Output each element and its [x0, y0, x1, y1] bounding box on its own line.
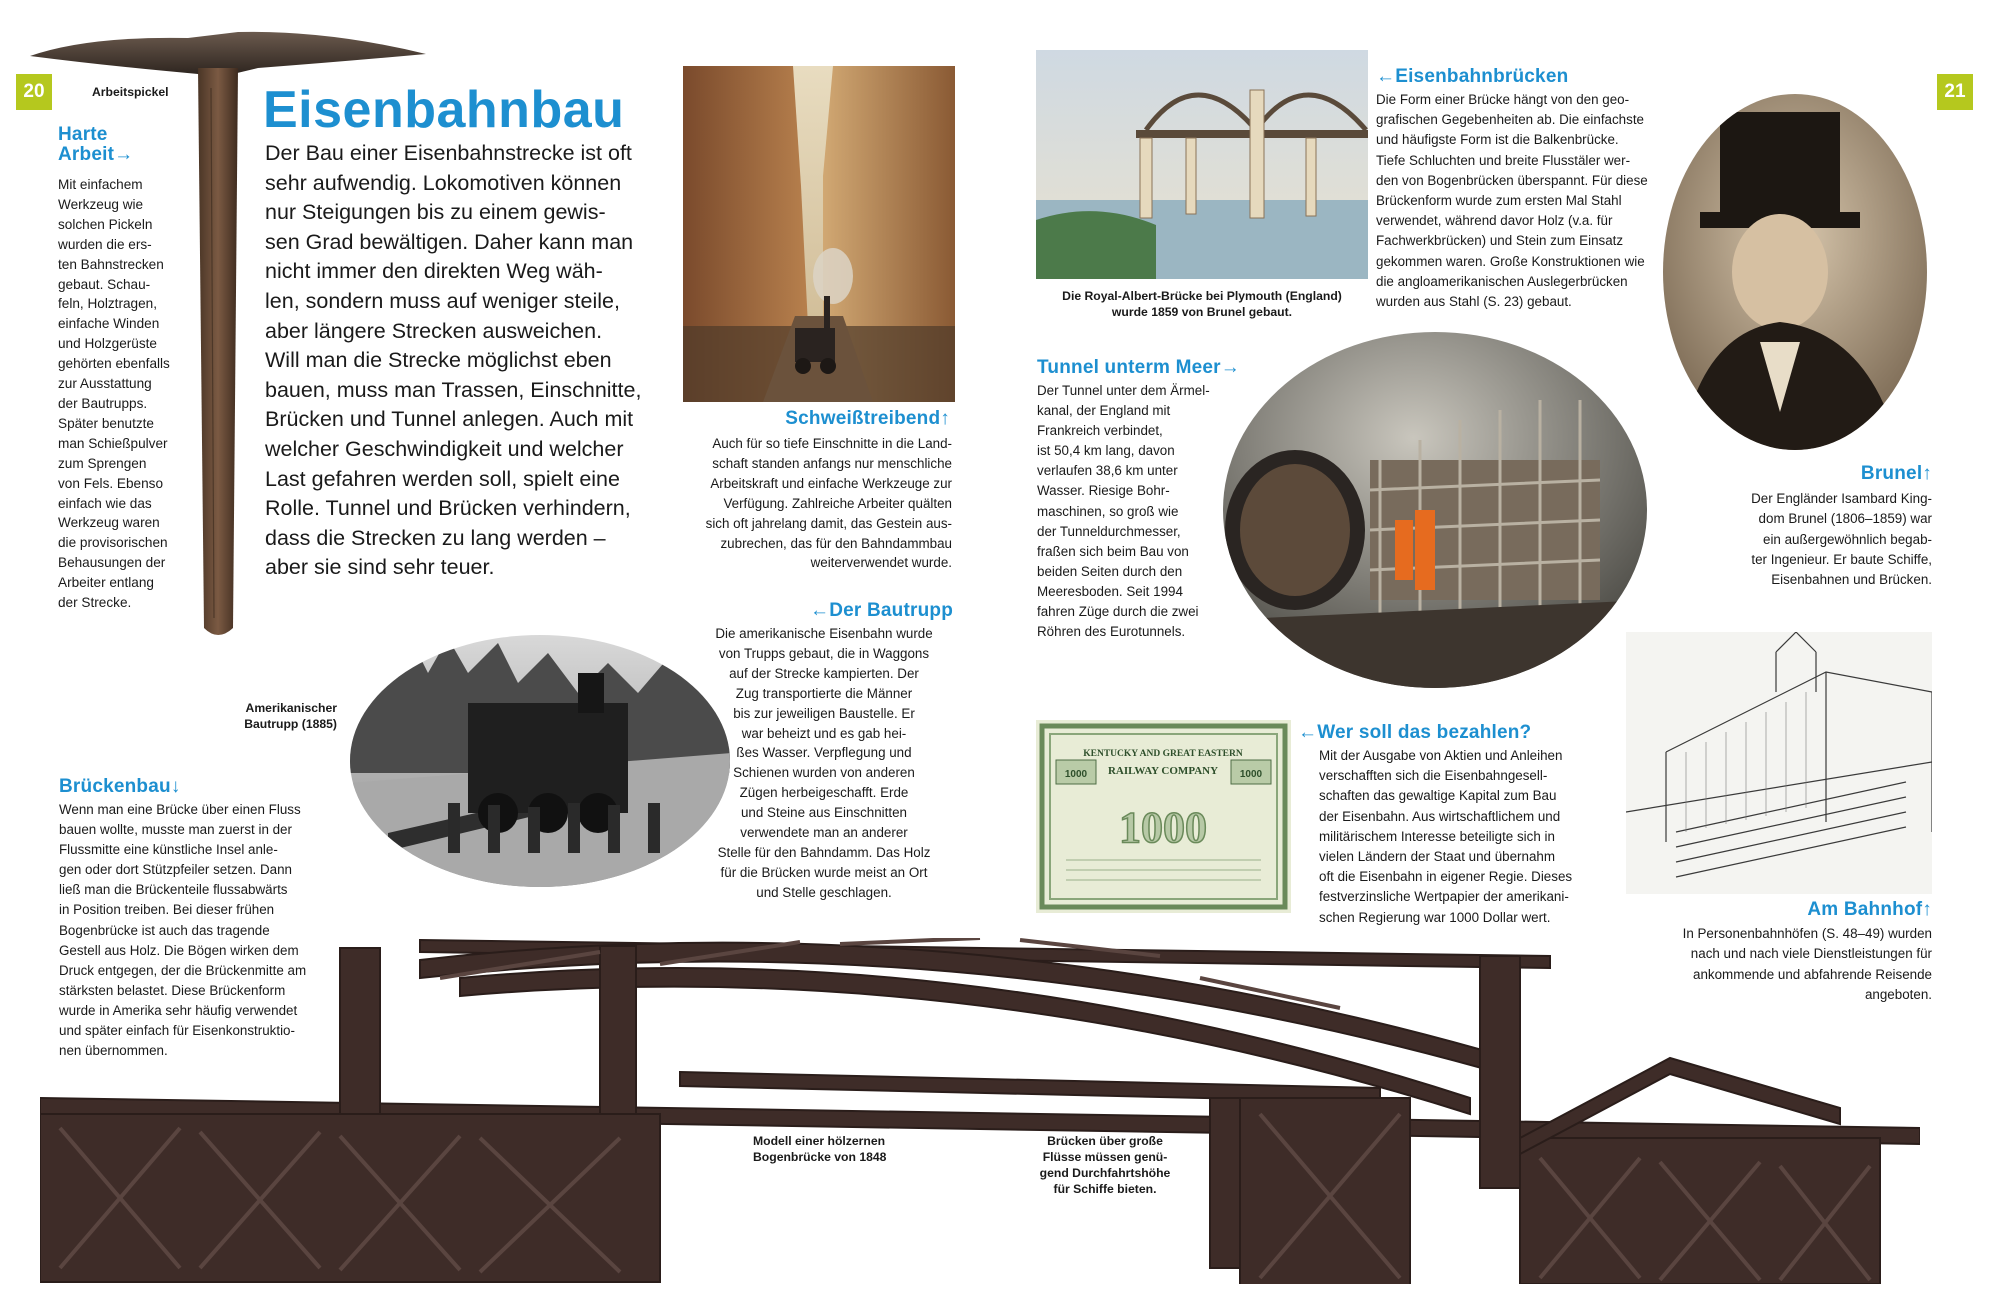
bond-company-text: RAILWAY COMPANY	[1107, 765, 1219, 777]
page-number-left: 20	[16, 74, 52, 110]
text-line: Flüsse müssen genü-	[1042, 1150, 1168, 1164]
harte-arbeit-heading-line1: Harte	[58, 124, 108, 145]
bahnhof-text	[1620, 924, 1932, 1005]
text-line: Brücken über große	[1047, 1134, 1163, 1148]
text-line: Bogenbrücke ist auch das tragende	[59, 922, 270, 938]
text-line: Behausungen der	[58, 555, 166, 571]
text-line: Tiefe Schluchten und breite Flusstäler wer-	[1376, 152, 1631, 168]
text-line: weiterverwendet wurde.	[810, 555, 952, 571]
text-line: auf der Strecke kampierten. Der	[729, 665, 919, 681]
text-line: die provisorischen	[58, 535, 168, 551]
text-line: Die Royal-Albert-Brücke bei Plymouth (England)	[1062, 289, 1342, 303]
text-line: kanal, der England mit	[1037, 403, 1171, 419]
text-line: schaften das gewaltige Kapital zum Bau	[1319, 788, 1557, 804]
text-line: Der Engländer Isambard King-	[1751, 491, 1932, 506]
tunnel-text	[1037, 381, 1210, 642]
bond-amount-left: 1000	[1064, 769, 1088, 780]
text-line: und später einfach für Eisenkonstruktio-	[59, 1023, 295, 1039]
text-line: aber längere Strecken ausweichen.	[265, 318, 603, 343]
text-line: sehr aufwendig. Lokomotiven können	[265, 170, 622, 195]
text-line: in Position treiben. Bei dieser frühen	[59, 902, 275, 918]
arrow-up-icon: ↑	[1922, 899, 1932, 920]
station-engraving-image	[1626, 632, 1932, 894]
text-line: der Tunneldurchmesser,	[1037, 523, 1181, 539]
schweisstreibend-heading	[760, 408, 950, 430]
intro-text	[265, 139, 641, 583]
text-line: verschafften sich die Eisenbahngesell-	[1319, 768, 1548, 784]
text-line: aber sie sind sehr teuer.	[265, 555, 495, 580]
pickaxe-caption: Arbeitspickel	[92, 85, 169, 99]
text-line: ten Bahnstrecken	[58, 256, 164, 272]
text-line: und häufigste Form ist die Balkenbrücke.	[1376, 132, 1619, 148]
text-line: Brücken und Tunnel anlegen. Auch mit	[265, 407, 634, 432]
text-line: man Schießpulver	[58, 435, 168, 451]
text-line: Frankreich verbindet,	[1037, 423, 1163, 439]
brueckenbau-heading	[59, 776, 181, 798]
brunel-text	[1700, 489, 1932, 590]
text-line: wurden die ers-	[58, 236, 152, 252]
text-line: Arbeiter entlang	[58, 575, 154, 591]
text-line: Arbeitskraft und einfache Werkzeuge zur	[710, 475, 952, 491]
eisenbahnbruecken-heading	[1376, 66, 1568, 88]
text-line: maschinen, so groß wie	[1037, 503, 1179, 519]
bautrupp-photo-caption	[200, 700, 337, 732]
text-line: Der Bau einer Eisenbahnstrecke ist oft	[265, 141, 632, 165]
text-line: einfach wie das	[58, 495, 152, 511]
bahnhof-heading-text: Am Bahnhof	[1807, 899, 1923, 920]
text-line: bauen, muss man Trassen, Einschnitte,	[265, 377, 642, 402]
text-line: Fachwerkbrücken) und Stein zum Einsatz	[1376, 233, 1624, 249]
brueckenbau-heading-text: Brückenbau	[59, 776, 171, 797]
text-line: verwendete man an anderer	[740, 825, 908, 841]
arrow-down-icon: ↓	[170, 776, 181, 797]
page-title: Eisenbahnbau	[263, 81, 625, 139]
text-line: oft die Eisenbahn in eigener Regie. Dieses	[1319, 869, 1573, 885]
text-line: gend Durchfahrtshöhe	[1039, 1166, 1171, 1180]
text-line: verwendet, während davor Holz (v.a. für	[1376, 213, 1613, 229]
text-line: nen übernommen.	[59, 1043, 168, 1059]
text-line: grafischen Gegebenheiten ab. Die einfachste	[1376, 112, 1644, 128]
text-line: sich oft jahrelang damit, das Gestein aus-	[705, 515, 952, 531]
text-line: ist 50,4 km lang, davon	[1037, 443, 1175, 459]
text-line: ankommende und abfahrende Reisende	[1693, 966, 1932, 982]
text-line: Die amerikanische Eisenbahn wurde	[715, 626, 933, 641]
text-line: Auch für so tiefe Einschnitte in die Land-	[712, 436, 952, 451]
bond-amount-large: 1000	[1119, 803, 1207, 852]
eisenbahnbruecken-text	[1376, 90, 1648, 312]
arrow-left-icon: ←	[1376, 66, 1396, 87]
harte-arbeit-heading-line2: Arbeit	[58, 144, 115, 165]
text-line: Wenn man eine Brücke über einen Fluss	[59, 802, 301, 817]
arrow-right-icon: →	[114, 144, 134, 165]
text-line: Last gefahren werden soll, spielt eine	[265, 466, 620, 491]
text-line: gebaut. Schau-	[58, 276, 151, 292]
brunel-heading	[1780, 463, 1932, 485]
text-line: fraßen sich beim Bau von	[1037, 543, 1189, 559]
schweisstreibend-text	[650, 434, 952, 573]
brunel-portrait-image	[1660, 92, 1930, 452]
bond-title-text: KENTUCKY AND GREAT EASTERN	[1083, 749, 1243, 759]
text-line: fahren Züge durch die zwei	[1037, 604, 1199, 620]
text-line: Eisenbahnen und Brücken.	[1771, 572, 1932, 588]
text-line: Werkzeug waren	[58, 515, 160, 531]
text-line: wurde 1859 von Brunel gebaut.	[1111, 305, 1293, 319]
text-line: bauen wollte, musste man zuerst in der	[59, 822, 292, 838]
text-line: einfache Winden	[58, 316, 160, 332]
text-line: Bautrupp (1885)	[244, 717, 337, 731]
tunnel-heading-text: Tunnel unterm Meer	[1037, 357, 1221, 378]
text-line: welcher Geschwindigkeit und welcher	[265, 436, 624, 461]
arrow-right-icon: →	[1220, 357, 1240, 378]
text-line: verlaufen 38,6 km unter	[1037, 463, 1178, 479]
arrow-left-icon: ←	[1298, 722, 1318, 743]
text-line: Will man die Strecke möglichst eben	[265, 348, 612, 373]
text-line: sen Grad bewältigen. Daher kann man	[265, 229, 634, 254]
text-line: angeboten.	[1864, 986, 1932, 1002]
text-line: festverzinsliche Wertpapier der amerikani-	[1319, 889, 1569, 905]
text-line: Druck entgegen, der die Brückenmitte am	[59, 962, 307, 978]
text-line: schaft standen anfangs nur menschliche	[712, 455, 952, 471]
text-line: Modell einer hölzernen	[753, 1134, 886, 1148]
text-line: war beheizt und es gab hei-	[741, 725, 907, 741]
arrow-up-icon: ↑	[940, 408, 950, 429]
bautrupp-text	[696, 624, 952, 903]
bautrupp-heading-text: Der Bautrupp	[829, 600, 953, 621]
text-line: Zügen herbeigeschafft. Erde	[739, 785, 909, 801]
text-line: Röhren des Eurotunnels.	[1037, 624, 1186, 640]
text-line: Meeresboden. Seit 1994	[1037, 583, 1183, 599]
text-line: von Trupps gebaut, die in Waggons	[718, 645, 930, 661]
text-line: der Strecke.	[58, 595, 132, 611]
royal-albert-caption	[1036, 288, 1368, 320]
text-line: Die Form einer Brücke hängt von den geo-	[1376, 92, 1630, 107]
text-line: schen Regierung war 1000 Dollar wert.	[1319, 909, 1551, 925]
text-line: vielen Ländern der Staat und übernahm	[1319, 849, 1555, 865]
text-line: gehörten ebenfalls	[58, 356, 170, 372]
bezahlen-heading-text: Wer soll das bezahlen?	[1317, 722, 1532, 743]
text-line: In Personenbahnhöfen (S. 48–49) wurden	[1682, 926, 1932, 941]
text-line: feln, Holztragen,	[58, 296, 157, 312]
text-line: Wasser. Riesige Bohr-	[1037, 483, 1170, 499]
bond-amount-right: 1000	[1239, 769, 1263, 780]
text-line: gen oder dort Stützpfeiler setzen. Dann	[59, 862, 292, 878]
bezahlen-heading	[1298, 722, 1531, 744]
arrow-left-icon: ←	[810, 600, 830, 621]
brunel-heading-text: Brunel	[1860, 463, 1923, 484]
text-line: bis zur jeweiligen Baustelle. Er	[733, 705, 915, 721]
text-line: Gestell aus Holz. Die Bögen wirken dem	[59, 942, 299, 958]
harte-arbeit-heading	[58, 125, 133, 165]
text-line: Werkzeug wie	[58, 196, 144, 212]
royal-albert-bridge-image	[1036, 50, 1368, 279]
canyon-painting-image	[683, 66, 955, 402]
text-line: wurde in Amerika sehr häufig verwendet	[59, 1002, 298, 1018]
text-line: der Bautrupps.	[58, 395, 148, 411]
text-line: Später benutzte	[58, 415, 154, 431]
text-line: für die Brücken wurde meist an Ort	[720, 864, 928, 880]
text-line: zubrechen, das für den Bahndammbau	[720, 535, 952, 551]
eisenbahnbruecken-heading-text: Eisenbahnbrücken	[1395, 66, 1569, 87]
channel-tunnel-photo-image	[1220, 330, 1650, 690]
text-line: nach und nach viele Dienstleistungen für	[1690, 946, 1932, 962]
text-line: Stelle für den Bahndamm. Das Holz	[717, 844, 931, 860]
text-line: der Eisenbahn. Aus wirtschaftlichem und	[1319, 808, 1561, 824]
text-line: Flussmitte eine künstliche Insel anle-	[59, 842, 278, 858]
text-line: dom Brunel (1806–1859) war	[1758, 511, 1932, 527]
text-line: Bogenbrücke von 1848	[753, 1150, 887, 1164]
text-line: zum Sprengen	[58, 455, 147, 471]
text-line: Der Tunnel unter dem Ärmel-	[1037, 383, 1210, 398]
text-line: Zug transportierte die Männer	[735, 685, 913, 701]
tunnel-heading	[1037, 357, 1240, 379]
page-number-right: 21	[1937, 74, 1973, 110]
bridge-model-caption-left	[753, 1133, 886, 1165]
text-line: Mit der Ausgabe von Aktien und Anleihen	[1319, 748, 1563, 763]
text-line: solchen Pickeln	[58, 216, 153, 232]
text-line: beiden Seiten durch den	[1037, 563, 1183, 579]
text-line: ein außergewöhnlich begab-	[1763, 531, 1932, 547]
text-line: gekommen waren. Große Konstruktionen wie	[1376, 253, 1645, 269]
text-line: militärischem Interesse beteiligte sich in	[1319, 828, 1555, 844]
bautrupp-photo-image	[348, 633, 732, 889]
bezahlen-text	[1319, 746, 1572, 928]
schweisstreibend-heading-text: Schweißtreibend	[785, 408, 941, 429]
arrow-up-icon: ↑	[1922, 463, 1932, 484]
text-line: dass die Strecken zu lang werden –	[265, 525, 606, 550]
text-line: Mit einfachem	[58, 177, 143, 192]
text-line: ließ man die Brückenteile flussabwärts	[59, 882, 288, 898]
text-line: und Steine aus Einschnitten	[740, 805, 907, 821]
text-line: stärksten belastet. Diese Brückenform	[59, 982, 286, 998]
text-line: den von Bogenbrücken überspannt. Für diese	[1376, 172, 1648, 188]
text-line: nicht immer den direkten Weg wäh-	[265, 259, 603, 284]
text-line: Schienen wurden von anderen	[733, 765, 915, 781]
text-line: die angloamerikanischen Auslegerbrücken	[1376, 273, 1628, 289]
text-line: len, sondern muss auf weniger steile,	[265, 288, 620, 313]
text-line: Rolle. Tunnel und Brücken verhindern,	[265, 496, 631, 521]
text-line: ter Ingenieur. Er baute Schiffe,	[1751, 551, 1932, 567]
text-line: zur Ausstattung	[58, 376, 152, 392]
text-line: und Stelle geschlagen.	[756, 884, 892, 900]
text-line: Amerikanischer	[245, 701, 337, 715]
text-line: und Holzgerüste	[58, 336, 157, 352]
bahnhof-heading	[1760, 899, 1932, 921]
harte-arbeit-text	[58, 175, 170, 613]
bautrupp-heading	[770, 600, 953, 622]
text-line: von Fels. Ebenso	[58, 475, 164, 491]
text-line: wurden aus Stahl (S. 23) gebaut.	[1376, 294, 1572, 310]
bridge-model-caption-right	[1030, 1133, 1180, 1197]
text-line: Brückenform wurde zum ersten Mal Stahl	[1376, 193, 1622, 209]
bond-certificate-image	[1036, 720, 1291, 913]
text-line: nur Steigungen bis zu einem gewis-	[265, 200, 606, 225]
text-line: Verfügung. Zahlreiche Arbeiter quälten	[723, 495, 952, 511]
text-line: ßes Wasser. Verpflegung und	[736, 745, 912, 761]
text-line: für Schiffe bieten.	[1053, 1182, 1157, 1196]
